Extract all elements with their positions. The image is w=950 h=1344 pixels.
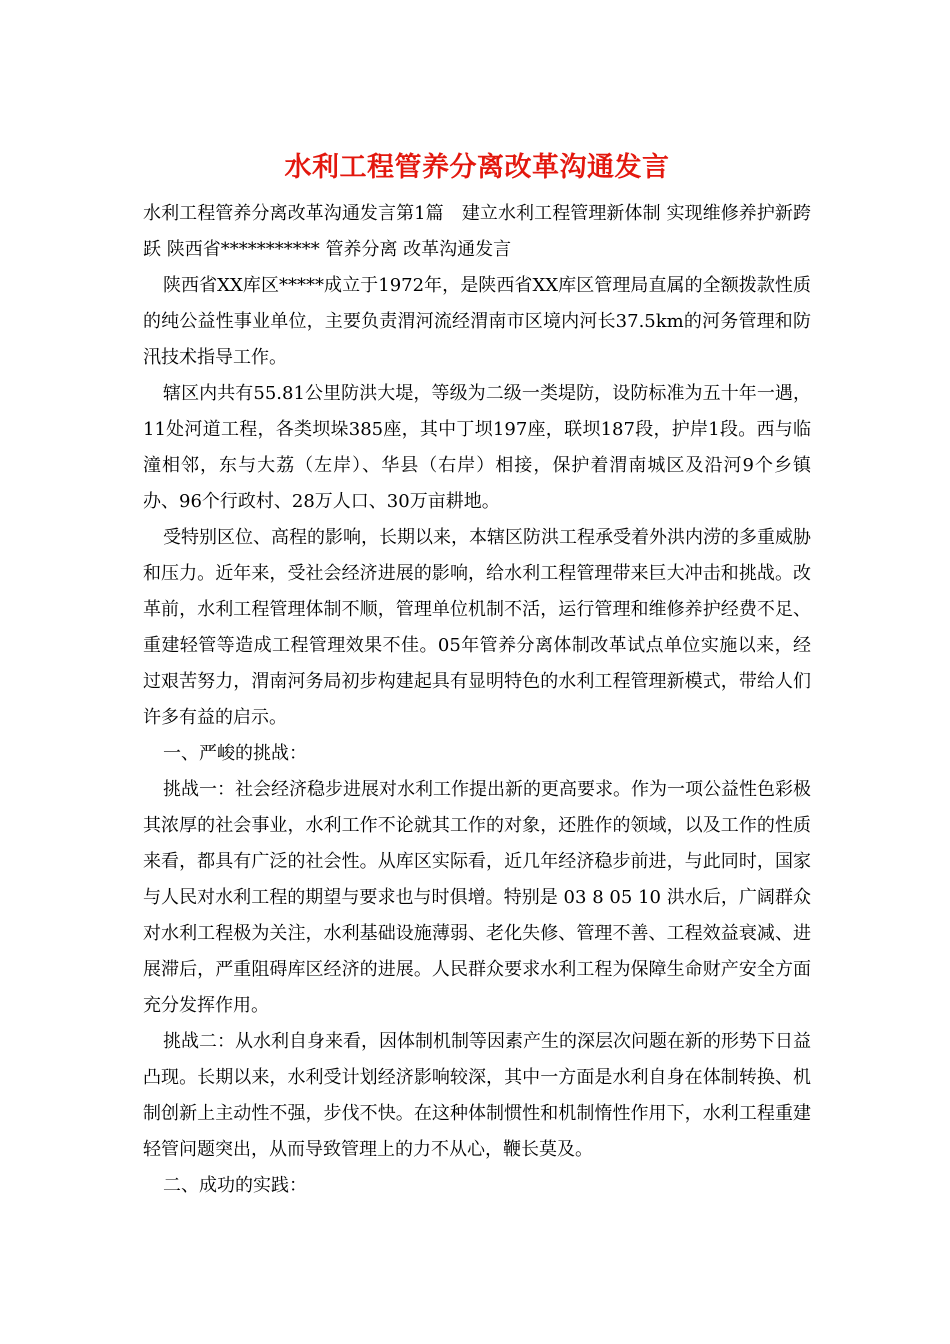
- body-paragraph: 陕西省XX库区*****成立于1972年，是陕西省XX库区管理局直属的全额拨款性质的纯公益性事业单位，主要负责渭河流经渭南市区境内河长37.5km的河务管理和防汛技术指导工作。: [143, 275, 811, 368]
- body-paragraph: 辖区内共有55.81公里防洪大堤，等级为二级一类堤防，设防标准为五十年一遇，11处河道工程，各类坝垛385座，其中丁坝197座，联坝187段，护岸1段。西与临潼相邻，东与大荔（左岸）、华县（右岸）相接，保护着渭南城区及沿河9个乡镇办、96个行政村、28万人口、30万亩耕地。: [143, 383, 811, 512]
- body-paragraph: 挑战一：社会经济稳步进展对水利工作提出新的更高要求。作为一项公益性色彩极其浓厚的社会事业，水利工作不论就其工作的对象，还胜作的领域，以及工作的性质来看，都具有广泛的社会性。从库区实际看，近几年经济稳步前进，与此同时，国家与人民对水利工程的期望与要求也与时俱增。特别是 03 8 05 10 洪水后，广阔群众对水利工程极为关注，水利基础设施薄弱、老化失修、管理不善、工程效益衰减、进展滞后，严重阻碍库区经济的进展。人民群众要求水利工程为保障生命财产安全方面充分发挥作用。: [143, 779, 811, 1016]
- section-heading: 二、成功的实践：: [163, 1175, 307, 1196]
- intro-paragraph: 水利工程管养分离改革沟通发言第1篇 建立水利工程管理新体制 实现维修养护新跨跃 陕西省*********** 管养分离 改革沟通发言: [143, 203, 811, 260]
- body-paragraph: 受特别区位、高程的影响，长期以来，本辖区防洪工程承受着外洪内涝的多重威胁和压力。近年来，受社会经济进展的影响，给水利工程管理带来巨大冲击和挑战。改革前，水利工程管理体制不顺，管理单位机制不活，运行管理和维修养护经费不足、重建轻管等造成工程管理效果不佳。05年管养分离体制改革试点单位实施以来，经过艰苦努力，渭南河务局初步构建起具有显明特色的水利工程管理新模式，带给人们许多有益的启示。: [143, 527, 811, 728]
- document-title: 水利工程管养分离改革沟通发言: [284, 152, 670, 183]
- section-heading: 一、严峻的挑战：: [163, 743, 307, 764]
- body-paragraph: 挑战二：从水利自身来看，因体制机制等因素产生的深层次问题在新的形势下日益凸现。长期以来，水利受计划经济影响较深，其中一方面是水利自身在体制转换、机制创新上主动性不强，步伐不快。在这种体制惯性和机制惰性作用下，水利工程重建轻管问题突出，从而导致管理上的力不从心，鞭长莫及。: [143, 1031, 811, 1160]
- document-body: [143, 148, 811, 1204]
